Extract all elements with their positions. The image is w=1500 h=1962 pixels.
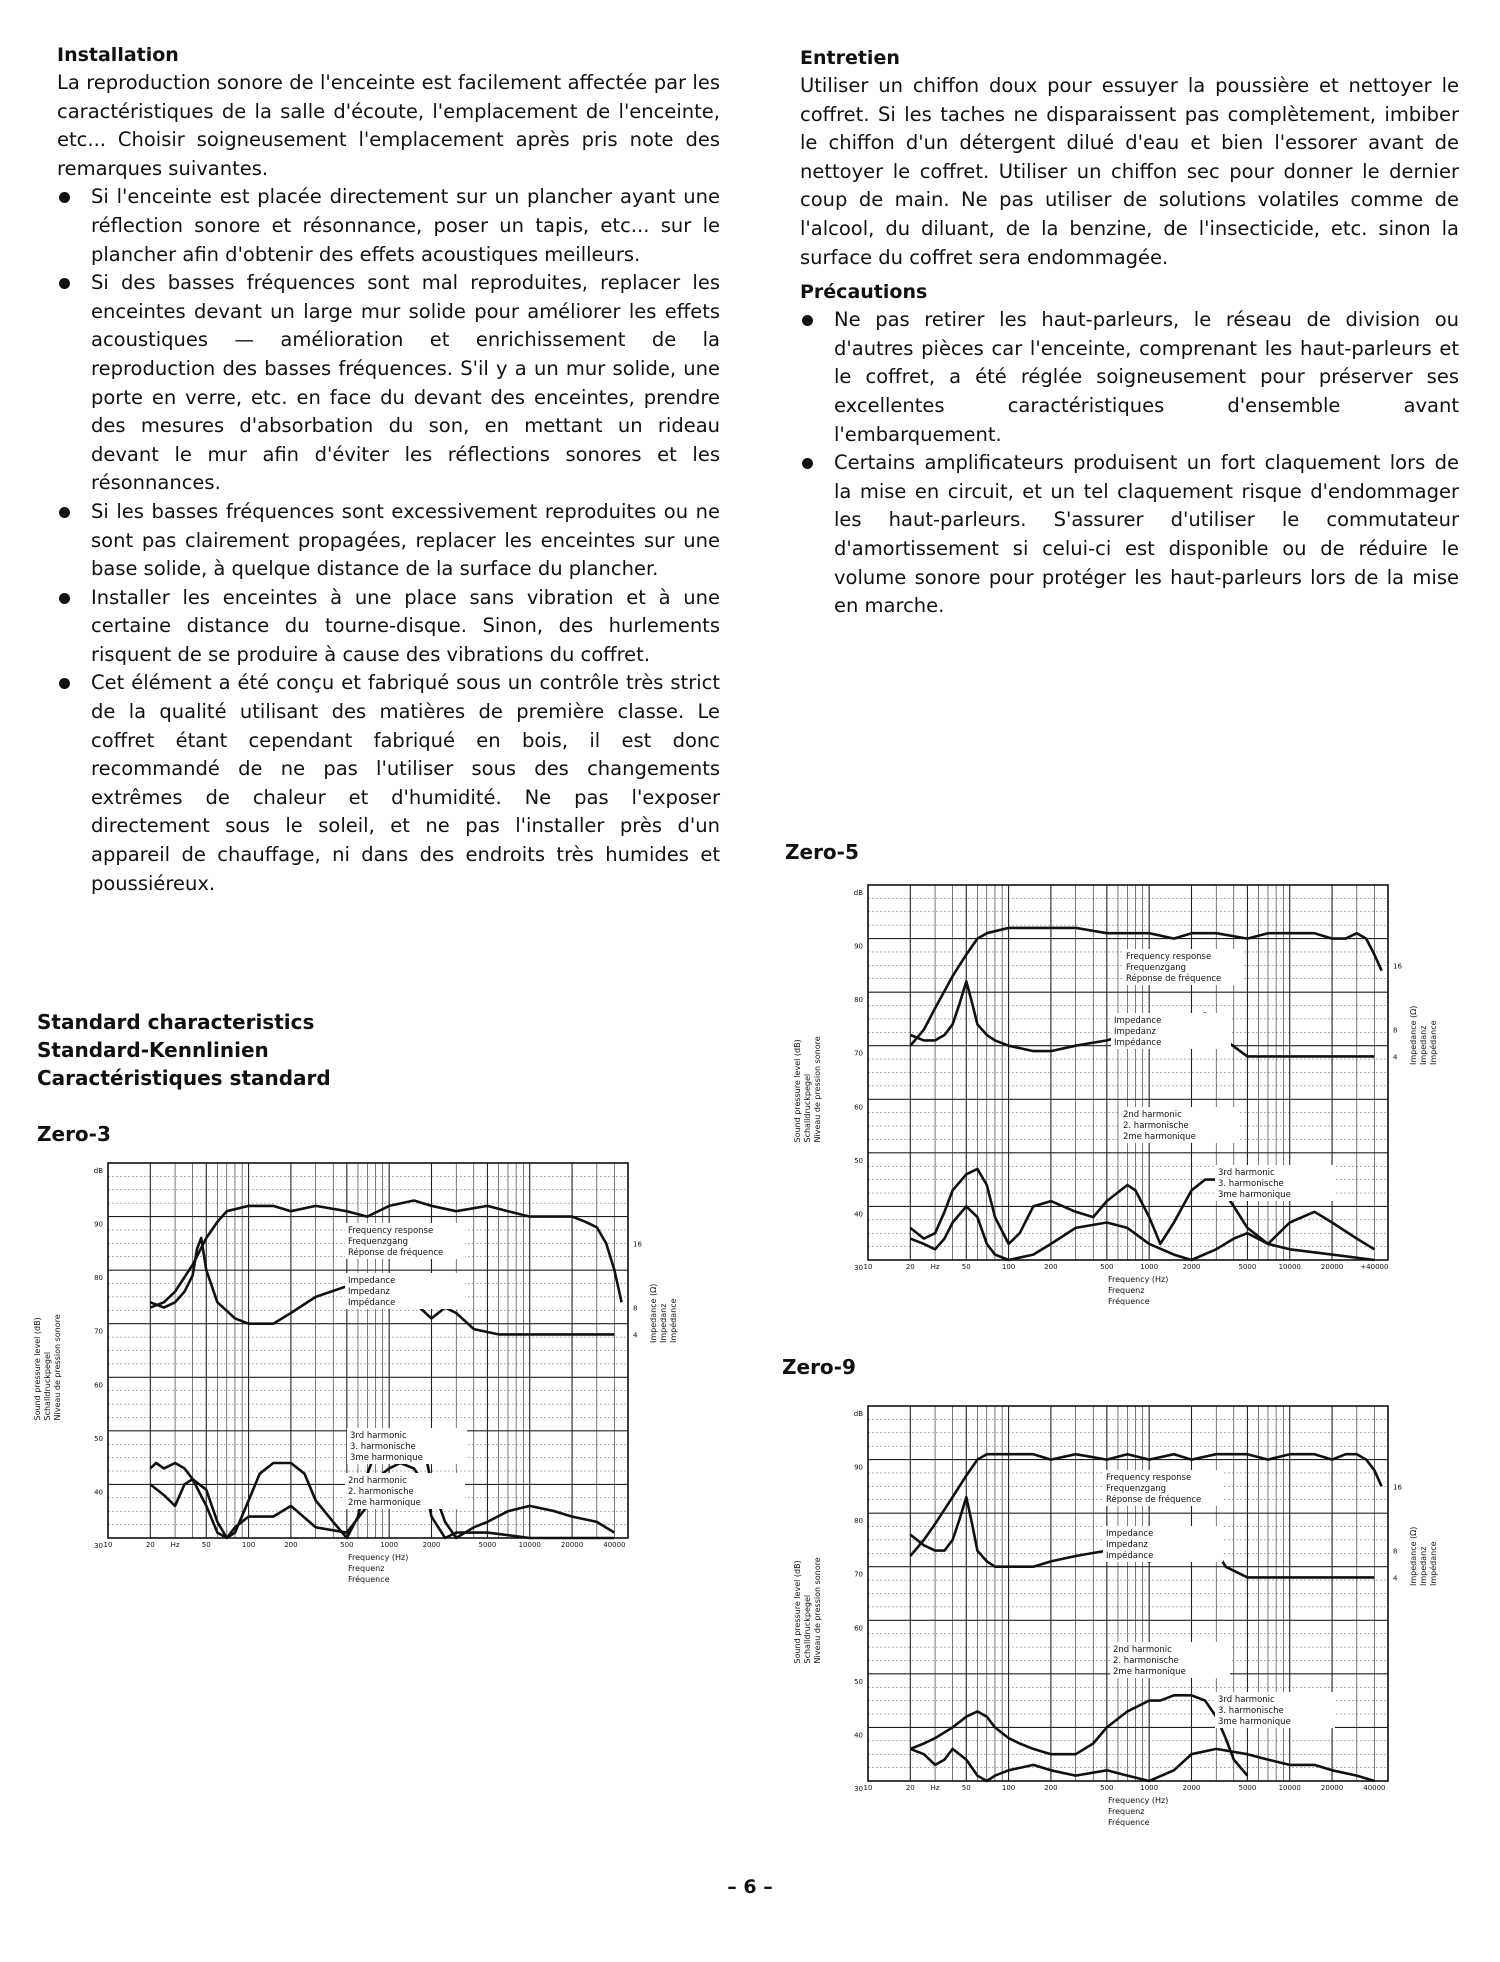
y-right-tick-label: 16 [633, 1240, 642, 1249]
chart-grid [868, 885, 1388, 1260]
y-tick-label: 50 [854, 1156, 863, 1165]
y-axis-title: Sound pressure level (dB) [793, 1560, 802, 1664]
annotation-label: 2. harmonische [348, 1487, 414, 1497]
y-right-tick-label: 8 [1393, 1547, 1398, 1556]
x-tick-label: 40000 [1363, 1784, 1386, 1792]
y-axis-title: Schalldruckpegel [43, 1351, 52, 1421]
list-item: Certains amplificateurs produisent un fort claquement lors de la mise en circuit, et un tel claquement risque d'endommager les haut-parleurs. S'assurer d'utiliser le commutateur d'amortissement si celui-ci est disponible ou de réduire le volume sonore pour protéger les haut-parleurs lors de la mise en marche. [800, 449, 1459, 621]
y-axis-title: Schalldruckpegel [803, 1594, 812, 1664]
annotation-label: Impedanz [1106, 1540, 1148, 1550]
x-tick-label: 200 [1044, 1784, 1058, 1792]
chart-title-zero9: Zero-9 [782, 1355, 856, 1379]
bullet-icon [802, 458, 813, 469]
installation-intro: La reproduction sonore de l'enceinte est facilement affectée par les caractéristiques de la salle d'écoute, l'emplacement de l'enceinte, etc... Choisir soigneusement l'emplacement après pris note des remarques suivantes. [57, 71, 720, 180]
y-axis-title: Sound pressure level (dB) [33, 1317, 42, 1421]
installation-heading: Installation [57, 44, 179, 66]
annotation-label: 3rd harmonic [350, 1431, 407, 1441]
page-number: – 6 – [727, 1876, 773, 1898]
list-item: Si l'enceinte est placée directement sur un plancher ayant une réflection sonore et résonnance, poser un tapis, etc... sur le plancher afin d'obtenir des effets acoustiques meilleurs. [57, 183, 720, 269]
annotation-label: Frequenzgang [1126, 963, 1187, 973]
x-tick-label: 10000 [518, 1541, 541, 1549]
x-tick-label: 10 [863, 1263, 873, 1271]
y-tick-label: 30 [854, 1264, 863, 1272]
list-item: Si les basses fréquences sont excessivement reproduites ou ne sont pas clairement propagées, replacer les enceintes sur une base solide, à quelque distance de la surface du plancher. [57, 498, 720, 584]
y-right-axis-title: Impedanz [1419, 1546, 1428, 1586]
annotation-label: Réponse de fréquence [1126, 974, 1222, 984]
y-tick-label: 50 [94, 1434, 103, 1443]
x-tick-label: 500 [340, 1541, 354, 1549]
x-tick-label: 5000 [1238, 1263, 1257, 1271]
list-item: Ne pas retirer les haut-parleurs, le réseau de division ou d'autres pièces car l'enceinte, comprenant les haut-parleurs et le coffret, a été réglée soigneusement pour préserver ses excellentes caractéristiques d'ensemble avant l'embarquement. [800, 306, 1459, 449]
annotation-label: Impedanz [348, 1287, 390, 1297]
x-tick-label: 20 [145, 1541, 155, 1549]
x-tick-label: +40000 [1360, 1263, 1389, 1271]
annotation-label: 2. harmonische [1123, 1121, 1189, 1131]
x-tick-label: 2000 [1182, 1784, 1201, 1792]
y-right-axis-title: Impedance (Ω) [649, 1283, 658, 1343]
x-axis-title: Fréquence [1108, 1818, 1150, 1827]
annotation-label: 2nd harmonic [1123, 1110, 1182, 1120]
chart-title-zero3: Zero-3 [37, 1122, 111, 1146]
y-axis-title: Sound pressure level (dB) [793, 1039, 802, 1143]
x-tick-label: 200 [1044, 1263, 1058, 1271]
characteristics-en: Standard characteristics [37, 1010, 315, 1034]
y-tick-label: 70 [854, 1570, 863, 1579]
bullet-icon [802, 315, 813, 326]
annotation-label: 2. harmonische [1113, 1656, 1179, 1666]
x-tick-label: 10000 [1278, 1263, 1301, 1271]
x-axis-title: Frequency (Hz) [1108, 1275, 1169, 1284]
y-right-tick-label: 8 [633, 1304, 638, 1313]
x-axis-title: Frequency (Hz) [348, 1553, 409, 1562]
annotation-label: 3me harmonique [1218, 1717, 1291, 1727]
annotation-label: Impédance [348, 1298, 396, 1308]
x-tick-label: 500 [1100, 1784, 1114, 1792]
chart-zero9 [778, 1398, 1468, 1858]
bullet-icon [59, 192, 70, 203]
x-tick-label: 20000 [1320, 1784, 1344, 1792]
x-tick-label: 10 [863, 1784, 873, 1792]
annotation-label: 3rd harmonic [1218, 1695, 1275, 1705]
x-tick-label: 500 [1100, 1263, 1114, 1271]
y-tick-label: 70 [854, 1049, 863, 1058]
x-tick-label: 2000 [1182, 1263, 1201, 1271]
annotation-label: Impedance [348, 1276, 396, 1286]
precautions-list [800, 306, 1459, 621]
annotation-label: Frequenzgang [1106, 1484, 1167, 1494]
x-tick-label: 1000 [380, 1541, 399, 1549]
annotation-label: 2me harmonique [1123, 1132, 1196, 1142]
entretien-heading: Entretien [800, 47, 900, 69]
annotation-label: Impédance [1106, 1551, 1154, 1561]
characteristics-fr: Caractéristiques standard [37, 1066, 331, 1090]
y-tick-label: 80 [94, 1274, 103, 1283]
annotation-label: Impedance [1106, 1529, 1154, 1539]
annotation-label: 3me harmonique [1218, 1190, 1291, 1200]
y-tick-label: 30 [94, 1542, 103, 1550]
chart-title-zero5: Zero-5 [785, 840, 859, 864]
y-right-axis-title: Impédance [1429, 1541, 1438, 1586]
x-axis-title: Frequency (Hz) [1108, 1796, 1169, 1805]
y-tick-label: 40 [854, 1731, 863, 1740]
x-tick-label: 5000 [1238, 1784, 1257, 1792]
y-tick-label: 50 [854, 1677, 863, 1686]
chart-zero5-svg [778, 877, 1468, 1337]
annotation-label: 3me harmonique [350, 1453, 423, 1463]
x-axis-title: Frequenz [1108, 1807, 1145, 1816]
x-tick-label: 100 [1001, 1263, 1016, 1271]
x-tick-label: Hz [930, 1784, 940, 1792]
annotation-label: Frequency response [1106, 1473, 1192, 1483]
y-tick-label: dB [93, 1167, 103, 1175]
y-right-axis-title: Impedance (Ω) [1409, 1005, 1418, 1065]
characteristics-de: Standard-Kennlinien [37, 1038, 269, 1062]
x-tick-label: 100 [241, 1541, 256, 1549]
y-tick-label: 60 [854, 1103, 863, 1112]
bullet-icon [59, 593, 70, 604]
x-tick-label: 50 [201, 1541, 211, 1549]
y-tick-label: 60 [94, 1381, 103, 1390]
x-tick-label: 20 [905, 1263, 915, 1271]
list-item: Cet élément a été conçu et fabriqué sous un contrôle très strict de la qualité utilisant des matières de première classe. Le coffret étant cependant fabriqué en bois, il est donc recommandé de ne pas l'utiliser sous des changements extrêmes de chaleur et d'humidité. Ne pas l'exposer directement sous le soleil, et ne pas l'installer près d'un appareil de chauffage, ni dans des endroits très humides et poussiéreux. [57, 669, 720, 898]
y-right-axis-title: Impédance [669, 1298, 678, 1343]
series-line-3 [910, 1749, 1374, 1781]
annotation-label: 3. harmonische [350, 1442, 416, 1452]
x-tick-label: 5000 [478, 1541, 497, 1549]
series-line-2 [910, 1695, 1247, 1775]
x-tick-label: 20000 [1320, 1263, 1344, 1271]
annotation-label: 3. harmonische [1218, 1179, 1284, 1189]
y-tick-label: dB [853, 889, 863, 897]
annotation-label: 3. harmonische [1218, 1706, 1284, 1716]
y-tick-label: 60 [854, 1624, 863, 1633]
y-tick-label: 70 [94, 1327, 103, 1336]
annotation-label: Frequency response [1126, 952, 1212, 962]
left-column [57, 41, 720, 898]
annotation-label: 2me harmonique [348, 1498, 421, 1508]
y-tick-label: 80 [854, 996, 863, 1005]
y-tick-label: 90 [854, 1463, 863, 1472]
y-right-axis-title: Impedance (Ω) [1409, 1526, 1418, 1586]
annotation-label: Impedance [1114, 1016, 1162, 1026]
chart-zero3-svg [18, 1155, 708, 1615]
y-axis-title: Niveau de pression sonore [813, 1036, 822, 1143]
x-tick-label: 20 [905, 1784, 915, 1792]
chart-zero5 [778, 877, 1468, 1337]
annotation-label: 2me harmonique [1113, 1667, 1186, 1677]
x-axis-title: Frequenz [348, 1564, 385, 1573]
y-right-axis-title: Impedanz [659, 1303, 668, 1343]
list-item: Si des basses fréquences sont mal reproduites, replacer les enceintes devant un large mur solide pour améliorer les effets acoustiques — amélioration et enrichissement de la reproduction des basses fréquences. S'il y a un mur solide, une porte en verre, etc. en face du devant des enceintes, prendre des mesures d'absorbation du son, en mettant un rideau devant le mur afin d'éviter les réflections sonores et les résonnances. [57, 269, 720, 498]
y-tick-label: 90 [854, 942, 863, 951]
annotation-label: Frequency response [348, 1226, 434, 1236]
y-tick-label: 30 [854, 1785, 863, 1793]
y-right-tick-label: 4 [1393, 1574, 1398, 1583]
x-tick-label: 10 [103, 1541, 113, 1549]
y-tick-label: dB [853, 1410, 863, 1418]
x-tick-label: 100 [1001, 1784, 1016, 1792]
x-tick-label: 20000 [560, 1541, 584, 1549]
annotation-label: 2nd harmonic [1113, 1645, 1172, 1655]
annotation-label: Frequenzgang [348, 1237, 409, 1247]
x-axis-title: Frequenz [1108, 1286, 1145, 1295]
x-tick-label: 50 [961, 1263, 971, 1271]
y-right-tick-label: 4 [1393, 1053, 1398, 1062]
chart-zero9-svg [778, 1398, 1468, 1858]
x-tick-label: 50 [961, 1784, 971, 1792]
y-right-tick-label: 8 [1393, 1026, 1398, 1035]
y-axis-title: Niveau de pression sonore [53, 1314, 62, 1421]
y-tick-label: 80 [854, 1517, 863, 1526]
y-right-axis-title: Impédance [1429, 1020, 1438, 1065]
x-tick-label: 2000 [422, 1541, 441, 1549]
x-tick-label: Hz [170, 1541, 180, 1549]
x-tick-label: 10000 [1278, 1784, 1301, 1792]
y-tick-label: 90 [94, 1220, 103, 1229]
x-axis-title: Fréquence [1108, 1297, 1150, 1306]
characteristics-heading [37, 1008, 331, 1092]
x-tick-label: Hz [930, 1263, 940, 1271]
x-tick-label: 1000 [1140, 1784, 1159, 1792]
annotation-label: Impedanz [1114, 1027, 1156, 1037]
list-item: Installer les enceintes à une place sans vibration et à une certaine distance du tourne-disque. Sinon, des hurlements risquent de se produire à cause des vibrations du coffret. [57, 584, 720, 670]
right-column [800, 44, 1459, 621]
x-tick-label: 40000 [603, 1541, 626, 1549]
installation-list [57, 183, 720, 898]
x-tick-label: 200 [284, 1541, 298, 1549]
y-axis-title: Niveau de pression sonore [813, 1557, 822, 1664]
y-right-tick-label: 16 [1393, 962, 1402, 971]
y-axis-title: Schalldruckpegel [803, 1073, 812, 1143]
y-right-tick-label: 4 [633, 1331, 638, 1340]
x-tick-label: 1000 [1140, 1263, 1159, 1271]
annotation-label: Impédance [1114, 1038, 1162, 1048]
chart-zero3 [18, 1155, 708, 1615]
annotation-label: Réponse de fréquence [348, 1248, 444, 1258]
bullet-icon [59, 278, 70, 289]
x-axis-title: Fréquence [348, 1575, 390, 1584]
y-tick-label: 40 [94, 1488, 103, 1497]
y-right-tick-label: 16 [1393, 1483, 1402, 1492]
precautions-heading: Précautions [800, 281, 928, 304]
entretien-text: Utiliser un chiffon doux pour essuyer la poussière et nettoyer le coffret. Si les taches ne disparaissent pas complètement, imbiber le chiffon d'un détergent dilué d'eau et bien l'essorer avant de nettoyer le coffret. Utiliser un chiffon sec pour donner le dernier coup de main. Ne pas utiliser de solutions volatiles comme de l'alcool, du diluant, de la benzine, de l'insecticide, etc. sinon la surface du coffret sera endommagée. [800, 74, 1459, 269]
bullet-icon [59, 507, 70, 518]
y-tick-label: 40 [854, 1210, 863, 1219]
bullet-icon [59, 678, 70, 689]
y-right-axis-title: Impedanz [1419, 1025, 1428, 1065]
annotation-label: Réponse de fréquence [1106, 1495, 1202, 1505]
annotation-label: 2nd harmonic [348, 1476, 407, 1486]
annotation-label: 3rd harmonic [1218, 1168, 1275, 1178]
